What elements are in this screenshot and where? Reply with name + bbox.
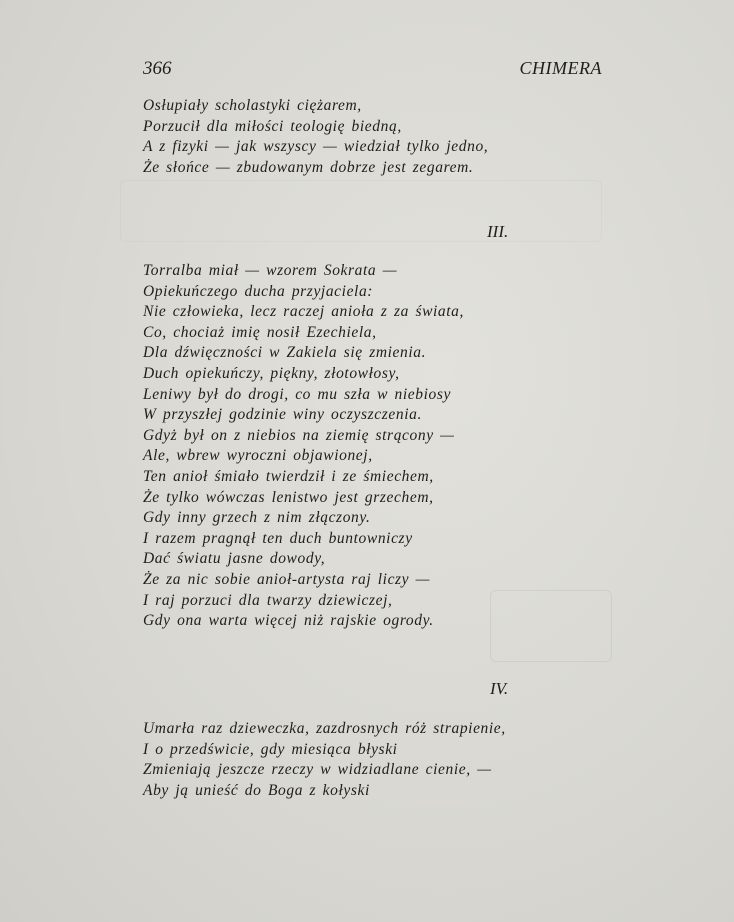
verse-line: Gdy ona warta więcej niż rajskie ogrody. — [143, 612, 434, 630]
verse-line: Duch opiekuńczy, piękny, złotowłosy, — [143, 364, 400, 382]
verse-line: Umarła raz dzieweczka, zazdrosnych róż strapienie, — [143, 720, 506, 737]
verse-line: Że tylko wówczas lenistwo jest grzechem, — [143, 488, 434, 506]
verse-line: I o przedświcie, gdy miesiąca błyski — [143, 740, 398, 758]
verse-line: I raj porzuci dla twarzy dziewiczej, — [143, 591, 393, 609]
verse-line: Nie człowieka, lecz raczej anioła z za świata, — [143, 303, 465, 321]
verse-line: Dać światu jasne dowody, — [143, 550, 326, 568]
verse-line: Aby ją unieść do Boga z kołyski — [143, 781, 370, 799]
verse-line: Opiekuńczego ducha przyjaciela: — [143, 282, 374, 300]
show-through-mark — [490, 590, 612, 662]
verse-line: Że słońce — zbudowanym dobrze jest zegarem. — [143, 158, 474, 176]
verse-line: Porzucił dla miłości teologię biedną, — [143, 117, 402, 135]
stanza-3 — [143, 719, 506, 801]
verse-line: I razem pragnął ten duch buntowniczy — [143, 529, 413, 547]
verse-line: Torralba miał — wzorem Sokrata — — [143, 262, 398, 279]
verse-line: Gdy inny grzech z nim złączony. — [143, 509, 371, 527]
verse-line: Ten anioł śmiało twierdził i ze śmiechem, — [143, 467, 434, 485]
show-through-mark — [120, 180, 602, 242]
stanza-1 — [143, 96, 488, 178]
verse-line: Osłupiały scholastyki ciężarem, — [143, 97, 362, 114]
verse-line: Że za nic sobie anioł-artysta raj liczy — — [143, 570, 431, 588]
verse-line: Co, chociaż imię nosił Ezechiela, — [143, 323, 377, 341]
verse-line: Leniwy był do drogi, co mu szła w niebiosy — [143, 385, 451, 403]
verse-line: Zmieniają jeszcze rzeczy w widziadlane cienie, — — [143, 761, 492, 779]
stanza-2 — [143, 261, 464, 632]
verse-line: Gdyż był on z niebios na ziemię strącony — — [143, 426, 455, 444]
page-number: 366 — [143, 58, 172, 79]
verse-line: W przyszłej godzinie winy oczyszczenia. — [143, 406, 422, 424]
verse-line: Dla dźwięczności w Zakiela się zmienia. — [143, 344, 427, 362]
section-number-iv: IV. — [490, 679, 509, 698]
verse-line: A z fizyki — jak wszyscy — wiedział tylko jedno, — [143, 138, 489, 156]
section-number-iii: III. — [487, 222, 509, 241]
running-title: CHIMERA — [519, 58, 602, 78]
verse-line: Ale, wbrew wyroczni objawionej, — [143, 447, 373, 465]
